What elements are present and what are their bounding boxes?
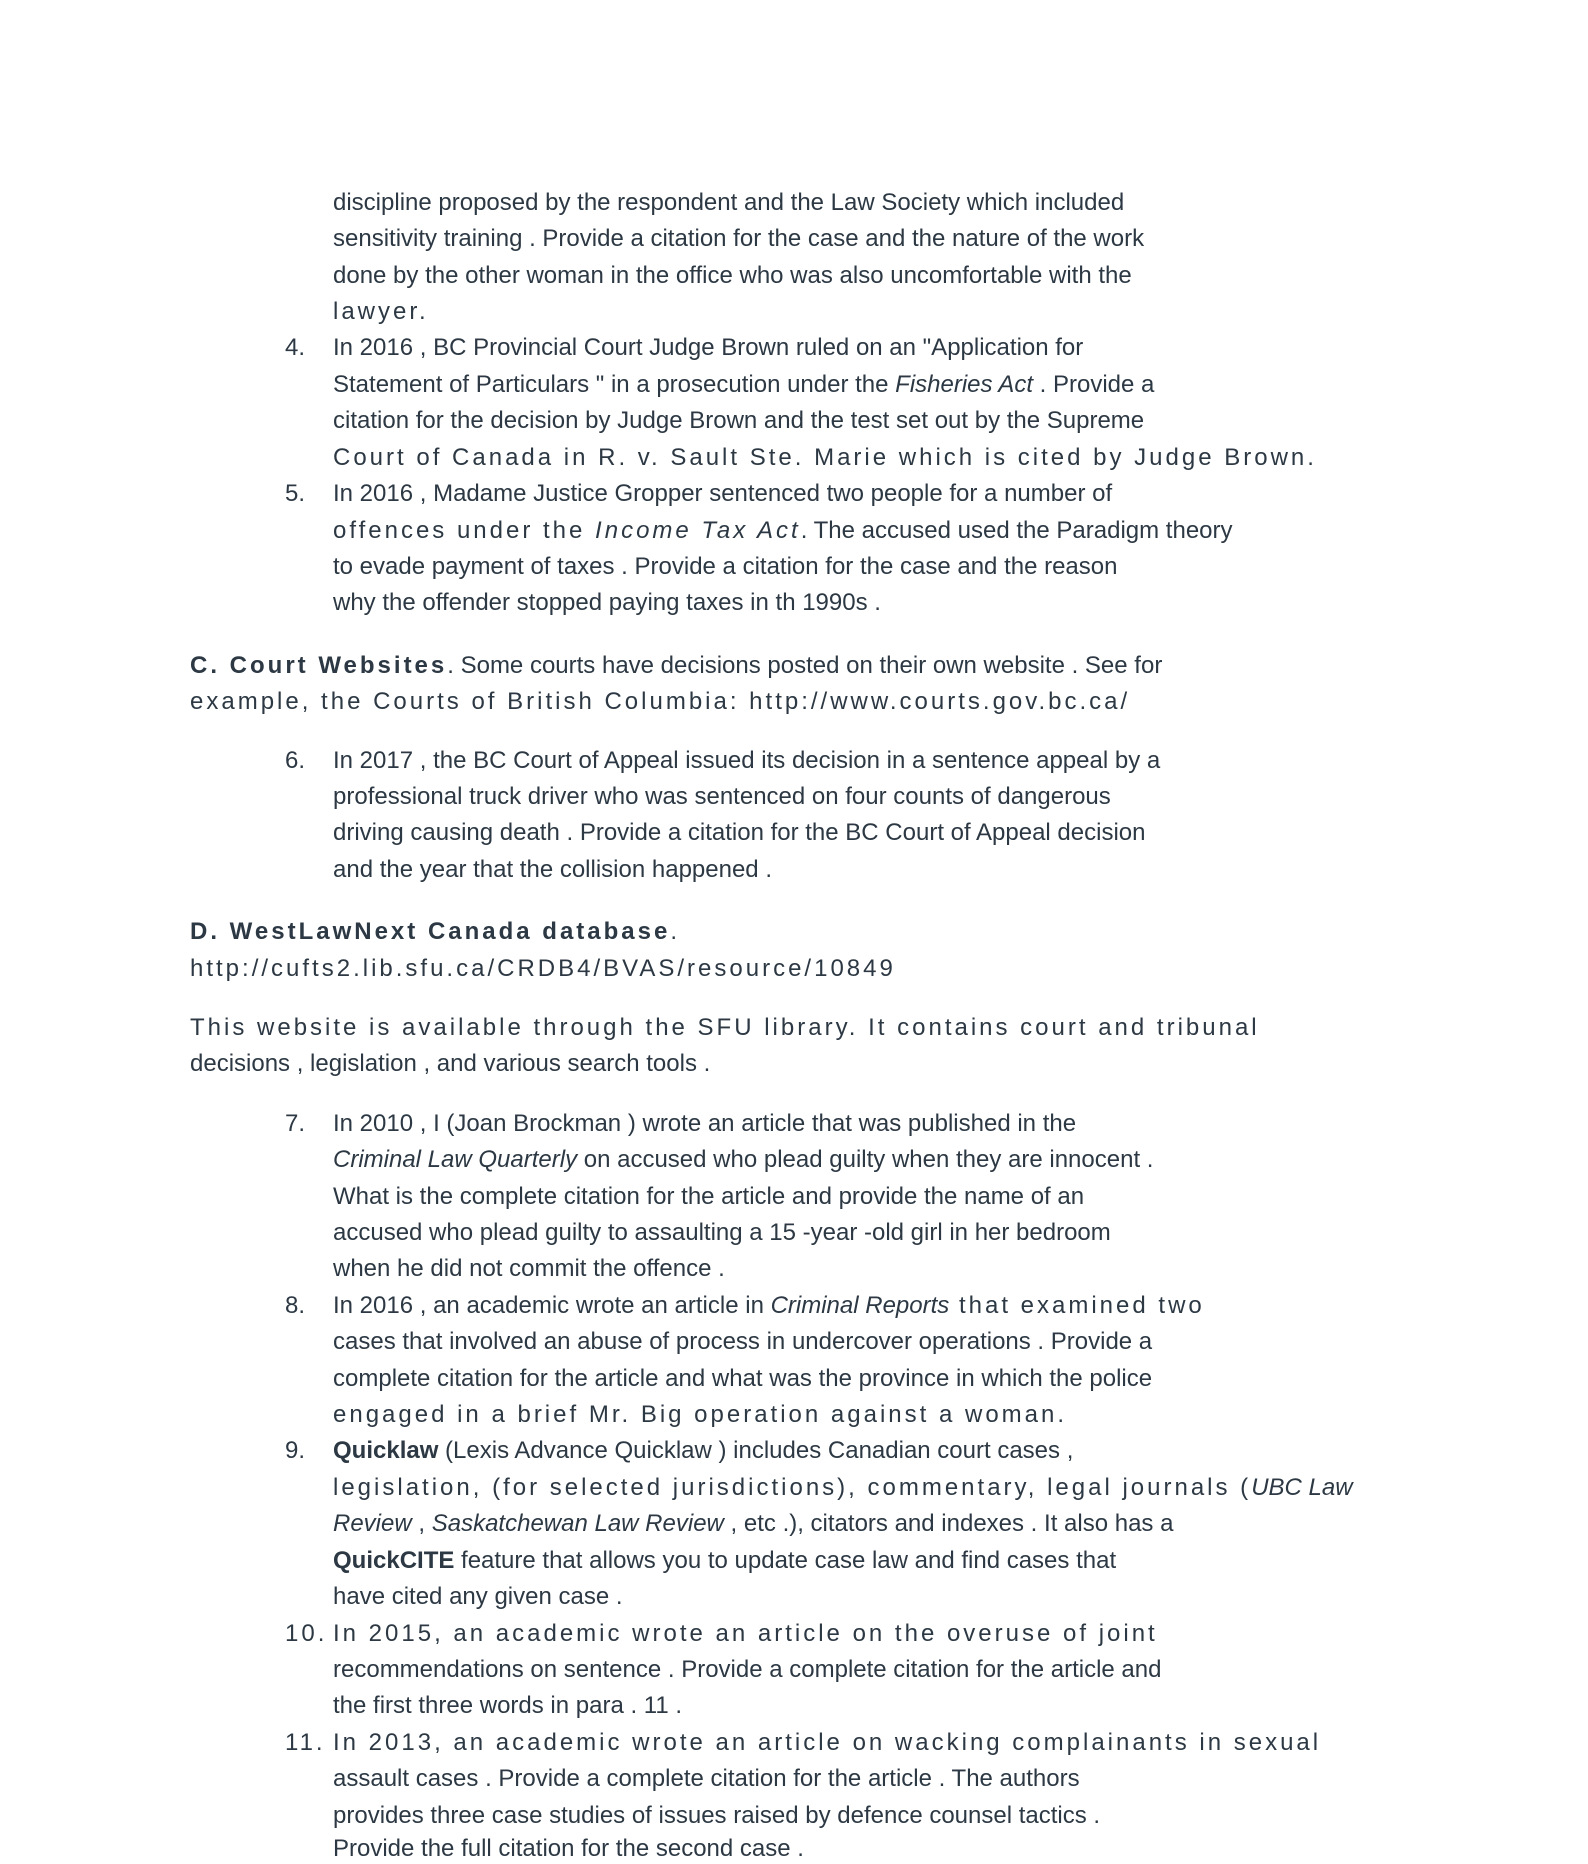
text-line: Review , Saskatchewan Law Review , etc .), citators and indexes . It also has a [333, 1510, 1174, 1537]
list-number: 10. [285, 1620, 328, 1647]
product-name: Quicklaw [333, 1437, 439, 1464]
text-line: and the year that the collision happened . [333, 856, 772, 883]
text-line: driving causing death . Provide a citation for the BC Court of Appeal decision [333, 819, 1146, 846]
text-line: why the offender stopped paying taxes in th 1990s . [333, 589, 881, 616]
text-line: QuickCITE feature that allows you to update case law and find cases that [333, 1547, 1117, 1574]
text-line: provides three case studies of issues raised by defence counsel tactics . [333, 1802, 1101, 1829]
section-c-line: C. Court Websites. Some courts have decisions posted on their own website . See for [190, 652, 1163, 679]
text-line: In 2010 , I (Joan Brockman ) wrote an article that was published in the [333, 1110, 1077, 1137]
text-line: lawyer. [333, 298, 429, 325]
text-line: In 2017 , the BC Court of Appeal issued its decision in a sentence appeal by a [333, 747, 1161, 774]
text-line: sensitivity training . Provide a citation for the case and the nature of the work [333, 225, 1145, 252]
section-d-line: D. WestLawNext Canada database. [190, 918, 678, 945]
list-number: 11. [285, 1729, 326, 1756]
text-line: Criminal Law Quarterly on accused who plead guilty when they are innocent . [333, 1146, 1154, 1173]
text-line: offences under the Income Tax Act. The accused used the Paradigm theory [333, 517, 1233, 544]
text-line: example, the Courts of British Columbia: http://www.courts.gov.bc.ca/ [190, 688, 1131, 715]
text-line: recommendations on sentence . Provide a complete citation for the article and [333, 1656, 1162, 1683]
text-line: Provide the full citation for the second case . [333, 1835, 804, 1862]
text-line: Statement of Particulars " in a prosecution under the Fisheries Act . Provide a [333, 371, 1155, 398]
list-number: 5. [285, 480, 306, 507]
list-number: 7. [285, 1110, 306, 1137]
text-line: assault cases . Provide a complete citation for the article . The authors [333, 1765, 1080, 1792]
section-heading: D. WestLawNext Canada database [190, 918, 671, 945]
list-number: 4. [285, 334, 306, 361]
text-line: when he did not commit the offence . [333, 1255, 725, 1282]
text-line: In 2013, an academic wrote an article on wacking complainants in sexual [333, 1729, 1322, 1756]
text-line: cases that involved an abuse of process in undercover operations . Provide a [333, 1328, 1153, 1355]
list-number: 6. [285, 747, 306, 774]
text-line: the first three words in para . 11 . [333, 1692, 683, 1719]
text-line: engaged in a brief Mr. Big operation against a woman. [333, 1401, 1068, 1428]
text-line: Court of Canada in R. v. Sault Ste. Marie which is cited by Judge Brown. [333, 444, 1317, 471]
text-line: have cited any given case . [333, 1583, 623, 1610]
text-line: This website is available through the SFU library. It contains court and tribunal [190, 1014, 1260, 1041]
list-number: 8. [285, 1292, 306, 1319]
text-line: What is the complete citation for the article and provide the name of an [333, 1183, 1085, 1210]
journal-title: UBC Law [1251, 1474, 1353, 1501]
text-line: accused who plead guilty to assaulting a 15 -year -old girl in her bedroom [333, 1219, 1111, 1246]
text-line: citation for the decision by Judge Brown and the test set out by the Supreme [333, 407, 1145, 434]
act-title: Income Tax Act [595, 517, 801, 544]
act-title: Fisheries Act [895, 371, 1033, 398]
resource-url: http://cufts2.lib.sfu.ca/CRDB4/BVAS/resource/10849 [190, 955, 896, 982]
text-line: In 2016 , BC Provincial Court Judge Brown ruled on an "Application for [333, 334, 1084, 361]
product-name: QuickCITE [333, 1547, 455, 1574]
text-line: In 2015, an academic wrote an article on the overuse of joint [333, 1620, 1158, 1647]
section-heading: C. Court Websites [190, 652, 448, 679]
text-line: discipline proposed by the respondent and the Law Society which included [333, 189, 1125, 216]
text-line: decisions , legislation , and various search tools . [190, 1050, 711, 1077]
text-line: professional truck driver who was sentenced on four counts of dangerous [333, 783, 1111, 810]
text-line: legislation, (for selected jurisdictions), commentary, legal journals (UBC Law [333, 1474, 1353, 1501]
text-line: In 2016 , an academic wrote an article in Criminal Reports that examined two [333, 1292, 1205, 1319]
journal-title: Saskatchewan Law Review [431, 1510, 724, 1537]
list-number: 9. [285, 1437, 306, 1464]
journal-title: Criminal Reports [770, 1292, 950, 1319]
text-line: complete citation for the article and what was the province in which the police [333, 1365, 1153, 1392]
text-line: In 2016 , Madame Justice Gropper sentenced two people for a number of [333, 480, 1113, 507]
text-line: Quicklaw (Lexis Advance Quicklaw ) includes Canadian court cases , [333, 1437, 1074, 1464]
journal-title: Criminal Law Quarterly [333, 1146, 578, 1173]
text-line: done by the other woman in the office who was also uncomfortable with the [333, 262, 1132, 289]
text-line: to evade payment of taxes . Provide a citation for the case and the reason [333, 553, 1118, 580]
